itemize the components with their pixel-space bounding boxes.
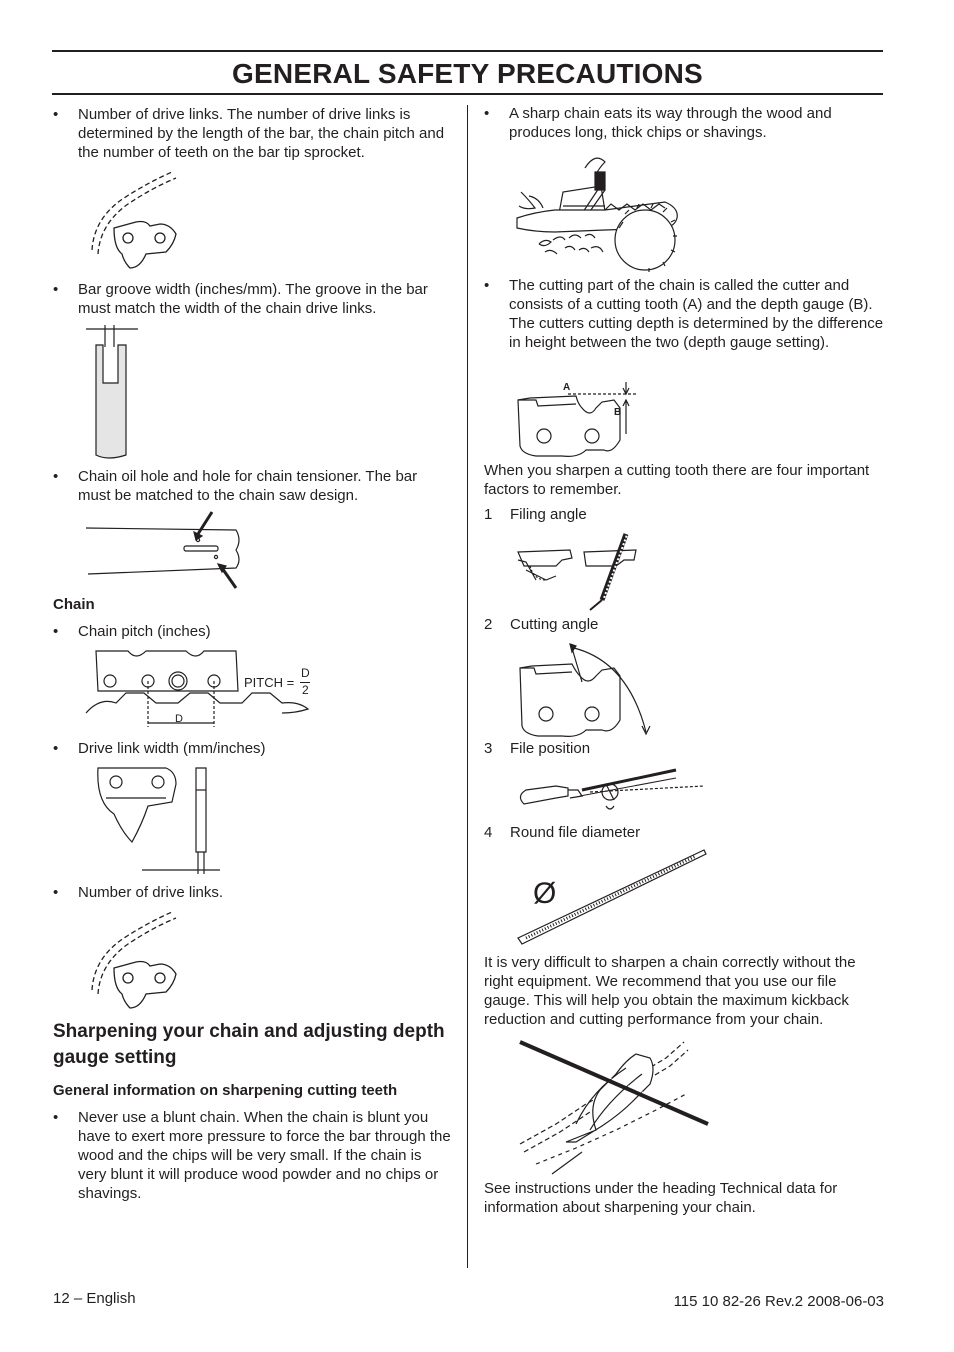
chain-pitch-illustration (86, 647, 336, 732)
cutting-angle-illustration (516, 642, 652, 738)
header-bottom-rule (52, 93, 883, 95)
footer-doc-reference: 115 10 82-26 Rev.2 2008-06-03 (673, 1293, 884, 1310)
diameter-symbol: Ø (533, 877, 557, 910)
sharp-chain-cutting-illustration (515, 148, 685, 270)
page-title: GENERAL SAFETY PRECAUTIONS (232, 58, 703, 89)
filing-angle-illustration (516, 530, 644, 612)
drive-link-width-illustration (86, 762, 226, 878)
cutter-depth-gauge-illustration (516, 378, 640, 460)
pitch-d-label: D (175, 713, 183, 725)
equipment-paragraph: It is very difficult to sharpen a chain correctly without the right equipment. We recommend that you use our file gauge. This will help you obtain the maximum kickback reduction and cutting performance from your chain. (484, 954, 856, 1028)
see-instructions: See instructions under the heading Technical data for information about sharpening your chain. (484, 1180, 838, 1216)
chain-drive-links-illustration (84, 168, 184, 273)
pitch-formula-denominator: 2 (302, 683, 309, 697)
oil-hole-illustration (86, 510, 246, 590)
footer-page-number: 12 – English (53, 1290, 136, 1307)
file-gauge-illustration (516, 1034, 712, 1176)
column-divider (467, 105, 468, 1268)
pitch-formula-numerator: D (301, 666, 310, 680)
section-heading-sharpening: Sharpening your chain and adjusting depth gauge setting (53, 1021, 445, 1068)
label-a: A (563, 382, 571, 393)
header-top-rule (52, 50, 883, 52)
bar-groove-illustration (86, 325, 138, 461)
chain-heading: Chain (53, 596, 95, 613)
general-info-heading: General information on sharpening cutting teeth (53, 1082, 398, 1099)
file-position-illustration (516, 766, 706, 814)
factors-intro: When you sharpen a cutting tooth there are four important factors to remember. (484, 462, 870, 498)
label-b: B (614, 407, 622, 418)
pitch-formula-label: PITCH = (244, 675, 295, 690)
chain-drive-links-illustration-2 (84, 908, 184, 1013)
